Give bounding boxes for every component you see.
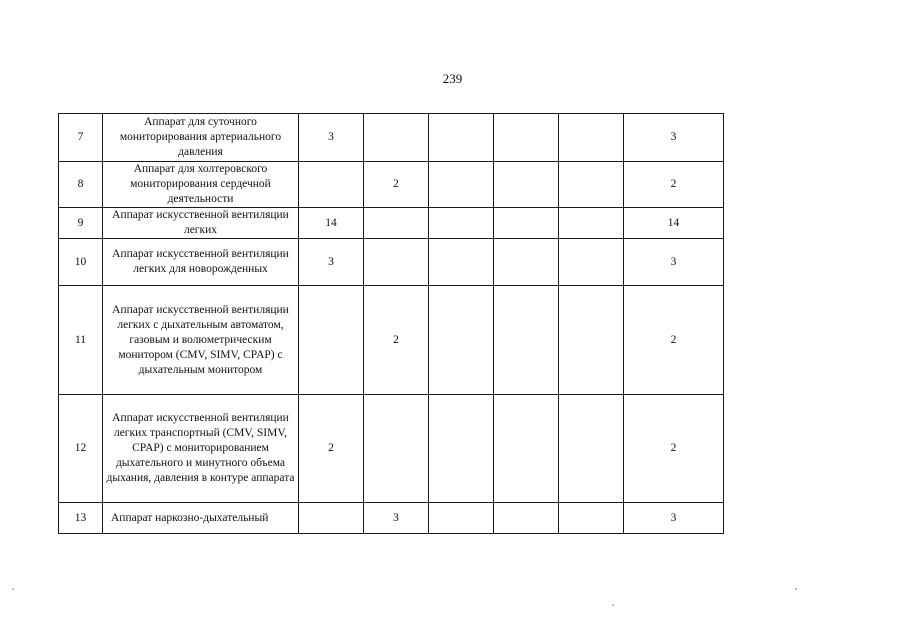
table-row xyxy=(59,286,724,395)
equipment-name: Аппарат для суточного мониторирования артериального давления xyxy=(103,114,299,162)
equipment-name: Аппарат искусственной вентиляции легких xyxy=(103,208,299,239)
table-row xyxy=(59,208,724,239)
count-cell: 3 xyxy=(364,503,429,534)
count-cell xyxy=(559,239,624,286)
total-cell: 3 xyxy=(624,114,724,162)
count-cell xyxy=(559,286,624,395)
count-cell xyxy=(494,503,559,534)
count-cell xyxy=(494,114,559,162)
count-cell xyxy=(494,239,559,286)
equipment-name: Аппарат наркозно-дыхательный xyxy=(103,503,299,534)
total-cell: 3 xyxy=(624,503,724,534)
table-row xyxy=(59,503,724,534)
scan-speck xyxy=(612,604,614,606)
scan-speck xyxy=(795,588,797,590)
count-cell xyxy=(429,286,494,395)
count-cell xyxy=(364,239,429,286)
count-cell xyxy=(299,286,364,395)
count-cell xyxy=(559,114,624,162)
equipment-name: Аппарат искусственной вентиляции легких для новорожденных xyxy=(103,239,299,286)
count-cell xyxy=(429,503,494,534)
count-cell xyxy=(494,395,559,503)
equipment-name: Аппарат искусственной вентиляции легких транспортный (CMV, SIMV, CPAP) с мониторированием дыхательного и минутного объема дыхания, давления в контуре аппарата xyxy=(103,395,299,503)
count-cell xyxy=(364,114,429,162)
table-row xyxy=(59,114,724,162)
row-number: 9 xyxy=(59,208,103,239)
count-cell xyxy=(429,395,494,503)
count-cell xyxy=(429,162,494,208)
scan-speck xyxy=(12,588,14,590)
total-cell: 3 xyxy=(624,239,724,286)
table-row xyxy=(59,239,724,286)
count-cell xyxy=(494,162,559,208)
row-number: 7 xyxy=(59,114,103,162)
row-number: 12 xyxy=(59,395,103,503)
total-cell: 2 xyxy=(624,162,724,208)
count-cell xyxy=(364,395,429,503)
count-cell xyxy=(494,286,559,395)
count-cell: 3 xyxy=(299,239,364,286)
row-number: 8 xyxy=(59,162,103,208)
table-row xyxy=(59,395,724,503)
count-cell: 2 xyxy=(364,286,429,395)
equipment-table xyxy=(58,113,724,534)
table-row xyxy=(59,162,724,208)
count-cell xyxy=(559,395,624,503)
row-number: 13 xyxy=(59,503,103,534)
count-cell: 2 xyxy=(299,395,364,503)
count-cell: 3 xyxy=(299,114,364,162)
count-cell xyxy=(429,208,494,239)
count-cell xyxy=(299,162,364,208)
total-cell: 14 xyxy=(624,208,724,239)
total-cell: 2 xyxy=(624,395,724,503)
count-cell xyxy=(559,503,624,534)
count-cell xyxy=(299,503,364,534)
row-number: 11 xyxy=(59,286,103,395)
count-cell xyxy=(429,114,494,162)
count-cell xyxy=(494,208,559,239)
count-cell xyxy=(559,208,624,239)
total-cell: 2 xyxy=(624,286,724,395)
equipment-name: Аппарат искусственной вентиляции легких с дыхательным автоматом, газовым и волюметрическим монитором (CMV, SIMV, CPAP) с дыхательным монитором xyxy=(103,286,299,395)
count-cell xyxy=(429,239,494,286)
page-number: 239 xyxy=(442,71,463,86)
count-cell: 2 xyxy=(364,162,429,208)
row-number: 10 xyxy=(59,239,103,286)
count-cell: 14 xyxy=(299,208,364,239)
equipment-name: Аппарат для холтеровского мониторирования сердечной деятельности xyxy=(103,162,299,208)
count-cell xyxy=(364,208,429,239)
count-cell xyxy=(559,162,624,208)
